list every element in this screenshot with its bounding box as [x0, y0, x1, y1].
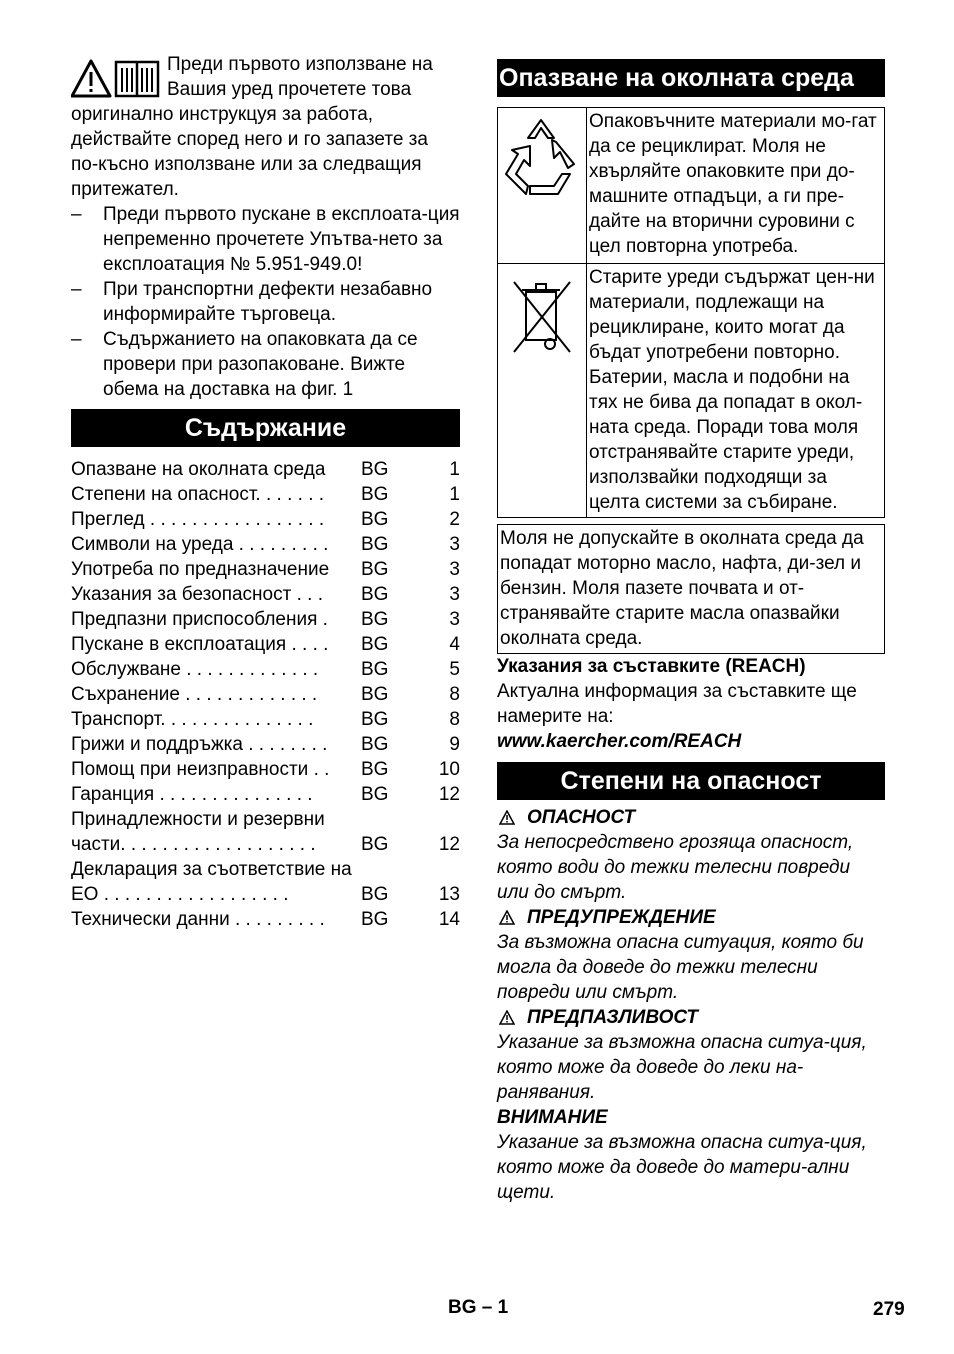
intro-bullet-list: [71, 202, 460, 402]
toc-row[interactable]: Гаранция . . . . . . . . . . . . . . . BG 12: [71, 784, 460, 805]
reach-title: Указания за съставките (REACH): [497, 656, 806, 677]
environment-icon-cell: [498, 108, 587, 264]
toc-row[interactable]: Помощ при неизправности . . BG 10: [71, 759, 460, 780]
table-row: [498, 264, 885, 518]
hazard-text: За непосредствено грозяща опасност, която води до тежки телесни повреди или до смърт.: [497, 832, 854, 903]
toc-row[interactable]: Транспорт. . . . . . . . . . . . . . . BG 8: [71, 709, 460, 730]
left-column: [71, 52, 460, 932]
toc-row[interactable]: Принадлежности и резервни части. . . . . . . . . . . . . . . . . . . BG 12: [71, 809, 460, 855]
hazard-heading: Степени на опасност: [497, 762, 885, 800]
toc-row[interactable]: Степени на опасност. . . . . . . BG 1: [71, 484, 460, 505]
toc-row[interactable]: Съхранение . . . . . . . . . . . . . BG 8: [71, 684, 460, 705]
toc-row[interactable]: Грижи и поддръжка . . . . . . . . BG 9: [71, 734, 460, 755]
toc-heading: Съдържание: [71, 409, 460, 447]
environment-note: Моля не допускайте в околната среда да попадат моторно масло, нафта, ди-зел и бензин. Моля пазете почвата и от-странявайте старите масла опазвайки околната среда.: [497, 524, 885, 654]
table-of-contents: [71, 457, 460, 932]
warning-triangle-icon: [499, 1010, 515, 1025]
environment-text-cell: Опаковъчните материали мо-гат да се рециклират. Моля не хвърляйте опаковките при до-машните отпадъци, а ги пре-дайте на вторични суровини с цел повторна употреба.: [587, 108, 885, 264]
hazard-list: [497, 805, 885, 1205]
right-column: [497, 59, 885, 1205]
reach-text: Актуална информация за съставките ще намерите на:: [497, 681, 857, 727]
manual-book-icon: [116, 62, 158, 96]
footer-section-number: BG – 1: [448, 1297, 509, 1318]
hazard-label: ВНИМАНИЕ: [497, 1107, 608, 1128]
toc-row[interactable]: Опазване на околната среда BG 1: [71, 459, 460, 480]
hazard-text: Указание за възможна опасна ситуа-ция, която може да доведе до леки на-ранявания.: [497, 1032, 867, 1103]
toc-row[interactable]: Указания за безопасност . . . BG 3: [71, 584, 460, 605]
list-item: – Преди първото пускане в експлоата-ция непременно прочетете Упътва-нето за експлоатация № 5.951-949.0!: [71, 204, 460, 275]
warning-triangle-icon: [499, 810, 515, 825]
toc-row[interactable]: Обслужване . . . . . . . . . . . . . BG 5: [71, 659, 460, 680]
reach-link[interactable]: www.kaercher.com/REACH: [497, 731, 742, 752]
warning-triangle-icon: [499, 910, 515, 925]
warning-triangle-icon: [72, 61, 110, 96]
intro-paragraph: Преди първото използване на Вашия уред прочетете това оригинално инструкцуя за работа, действайте според него и го запазете за по-късно използване или за следващия притежател.: [71, 54, 433, 200]
toc-row[interactable]: Символи на уреда . . . . . . . . . BG 3: [71, 534, 460, 555]
environment-heading: Опазване на околната среда: [497, 59, 885, 97]
hazard-label: ОПАСНОСТ: [497, 805, 885, 830]
table-row: [498, 108, 885, 264]
hazard-text: Указание за възможна опасна ситуа-ция, която може да доведе до матери-ални щети.: [497, 1132, 867, 1203]
list-item: – Съдържанието на опаковката да се провери при разопаковане. Вижте обема на доставка на фиг. 1: [71, 329, 418, 400]
toc-row[interactable]: Преглед . . . . . . . . . . . . . . . . . BG 2: [71, 509, 460, 530]
toc-row[interactable]: Употреба по предназначение BG 3: [71, 559, 460, 580]
hazard-label: ПРЕДПАЗЛИВОСТ: [497, 1005, 885, 1030]
toc-row[interactable]: Технически данни . . . . . . . . . BG 14: [71, 909, 460, 930]
intro-icons: [71, 58, 163, 102]
crossed-bin-icon: [498, 264, 586, 364]
intro-block: [71, 52, 460, 202]
hazard-label: ПРЕДУПРЕЖДЕНИЕ: [497, 905, 885, 930]
footer-page-number: 279: [873, 1299, 905, 1320]
toc-row[interactable]: Предпазни приспособления . BG 3: [71, 609, 460, 630]
toc-row[interactable]: Пускане в експлоатация . . . . BG 4: [71, 634, 460, 655]
environment-table: [497, 107, 885, 518]
environment-text-cell: Старите уреди съдържат цен-ни материали, подлежащи на рециклиране, които могат да бъдат употребени повторно. Батерии, масла и подобни на тях не бива да попадат в окол-ната среда. Поради това моля отстранявайте старите уреди, използвайки подходящи за целта системи за събиране.: [587, 264, 885, 518]
toc-row[interactable]: Декларация за съответствие на ЕО . . . . . . . . . . . . . . . . . . BG 13: [71, 859, 460, 905]
list-item: – При транспортни дефекти незабавно информирайте търговеца.: [71, 279, 433, 325]
recycle-icon: [498, 108, 586, 258]
hazard-text: За възможна опасна ситуация, която би могла да доведе до тежки телесни повреди или смърт.: [497, 932, 864, 1003]
environment-icon-cell: [498, 264, 587, 518]
